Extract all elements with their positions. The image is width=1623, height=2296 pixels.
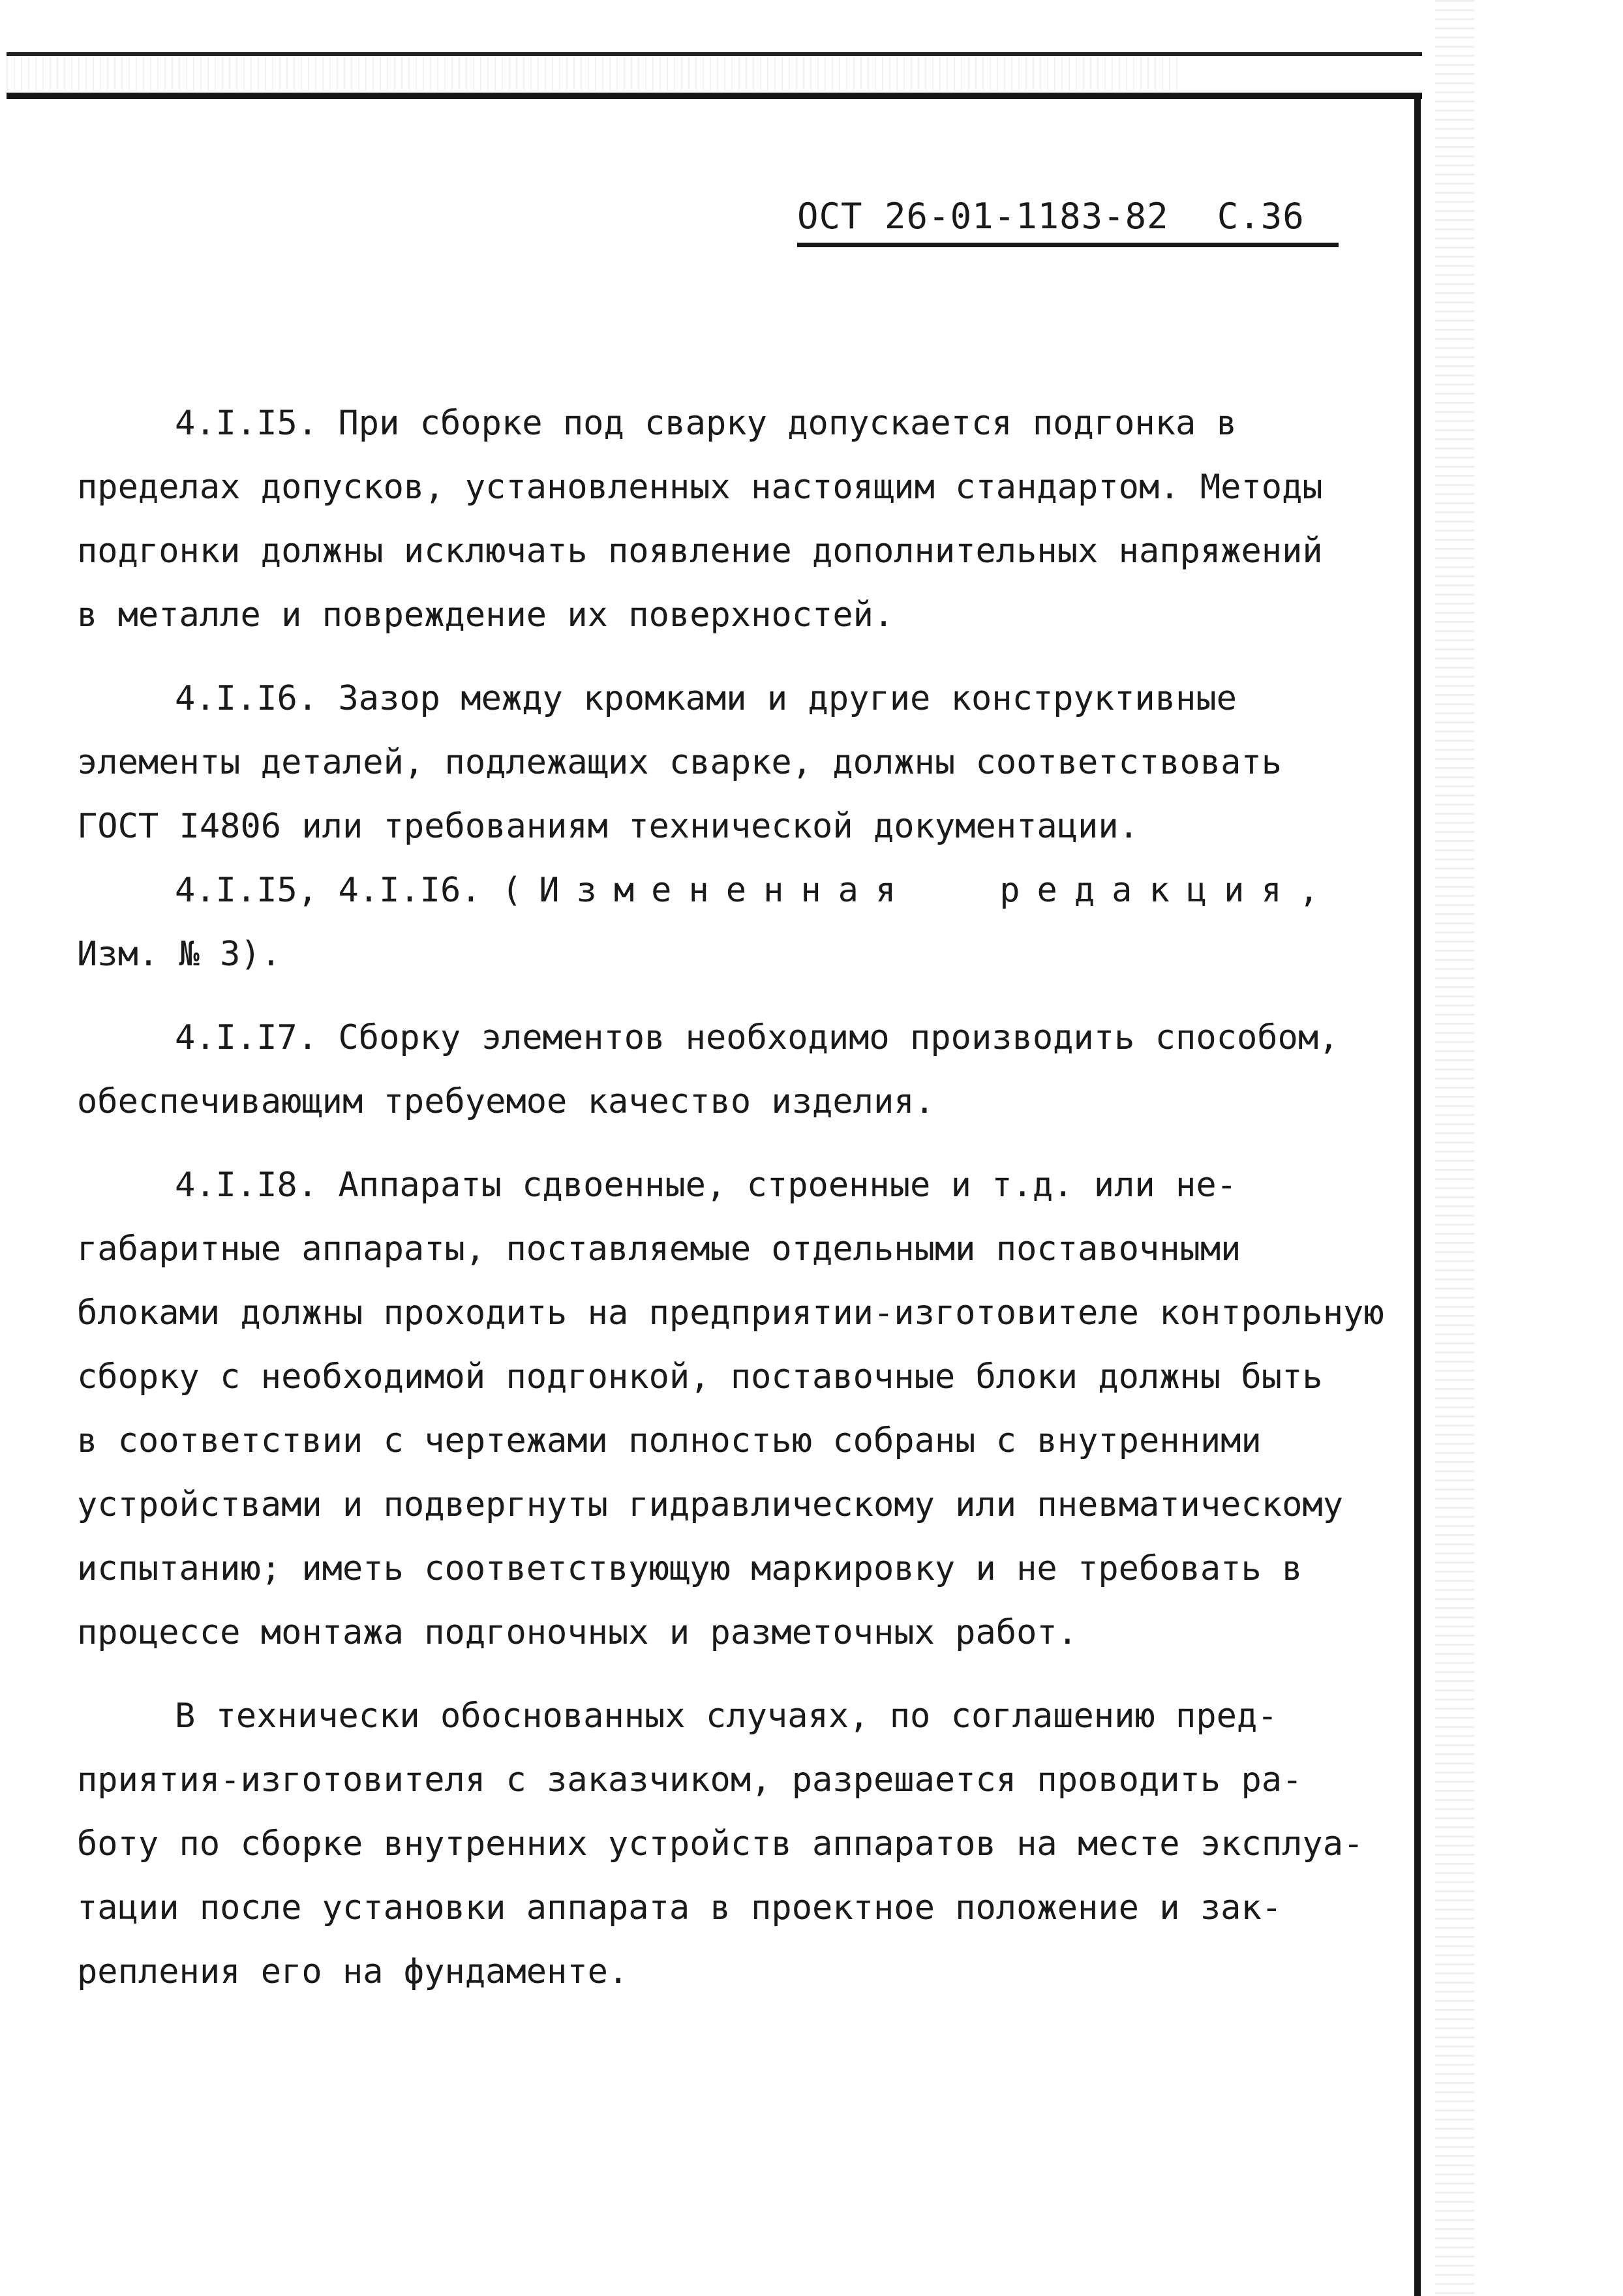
text-line: элементы деталей, подлежащих сварке, должны соответствовать bbox=[77, 743, 1282, 782]
text-line: тации после установки аппарата в проектное положение и зак- bbox=[77, 1888, 1282, 1927]
amendment-ref: 4.I.I5, 4.I.I6. bbox=[175, 871, 481, 910]
amendment-label-2: редакция, bbox=[999, 871, 1336, 910]
text-line: обеспечивающим требуемое качество изделия. bbox=[77, 1082, 935, 1121]
text-line: приятия-изготовителя с заказчиком, разрешается проводить ра- bbox=[77, 1760, 1303, 1800]
text-line: в металле и повреждение их поверхностей. bbox=[77, 596, 894, 635]
paragraph-exception bbox=[77, 1684, 1388, 2004]
amendment-label: (Измененная bbox=[501, 871, 913, 910]
text-line: пределах допусков, установленных настоящим стандартом. Методы bbox=[77, 468, 1323, 507]
scan-noise-right bbox=[1435, 0, 1474, 2296]
page-number: С.36 bbox=[1217, 196, 1305, 237]
paragraph-4-1-16 bbox=[77, 667, 1388, 858]
amendment-note bbox=[77, 858, 1388, 986]
page-header bbox=[797, 196, 1339, 237]
page-border-top bbox=[7, 93, 1422, 99]
text-line: габаритные аппараты, поставляемые отдельными поставочными bbox=[77, 1230, 1241, 1269]
header-underline bbox=[797, 243, 1339, 247]
text-line: сборку с необходимой подгонкой, поставочные блоки должны быть bbox=[77, 1357, 1323, 1397]
amendment-number: Изм. № 3). bbox=[77, 935, 282, 974]
page-border-right bbox=[1414, 93, 1421, 2296]
paragraph-4-1-17 bbox=[77, 1006, 1388, 1134]
paragraph-4-1-15 bbox=[77, 391, 1388, 647]
text-line: 4.I.I8. Аппараты сдвоенные, строенные и т.д. или не- bbox=[175, 1166, 1237, 1205]
text-line: 4.I.I6. Зазор между кромками и другие конструктивные bbox=[175, 679, 1237, 718]
text-line: боту по сборке внутренних устройств аппаратов на месте эксплуа- bbox=[77, 1824, 1364, 1864]
text-line: подгонки должны исключать появление дополнительных напряжений bbox=[77, 532, 1323, 571]
text-line: процессе монтажа подгоночных и разметочных работ. bbox=[77, 1613, 1078, 1652]
text-line: в соответствии с чертежами полностью собраны с внутренними bbox=[77, 1421, 1262, 1460]
amendment-line bbox=[77, 858, 1388, 922]
scan-noise-top bbox=[7, 57, 1181, 90]
paragraph-4-1-18 bbox=[77, 1153, 1388, 1665]
text-line: испытанию; иметь соответствующую маркировку и не требовать в bbox=[77, 1549, 1303, 1588]
page-border-top-thin bbox=[7, 52, 1422, 56]
text-line: блоками должны проходить на предприятии-изготовителе контрольную bbox=[77, 1293, 1384, 1333]
text-line: ГОСТ I4806 или требованиям технической документации. bbox=[77, 807, 1139, 846]
text-line: 4.I.I7. Сборку элементов необходимо производить способом, bbox=[175, 1018, 1339, 1057]
text-line: устройствами и подвергнуты гидравлическому или пневматическому bbox=[77, 1485, 1344, 1524]
text-line: репления его на фундаменте. bbox=[77, 1952, 629, 1991]
text-line: В технически обоснованных случаях, по соглашению пред- bbox=[175, 1697, 1278, 1736]
document-code: ОСТ 26-01-1183-82 bbox=[797, 196, 1169, 237]
text-line: 4.I.I5. При сборке под сварку допускается подгонка в bbox=[175, 404, 1237, 443]
document-body bbox=[77, 391, 1388, 2004]
